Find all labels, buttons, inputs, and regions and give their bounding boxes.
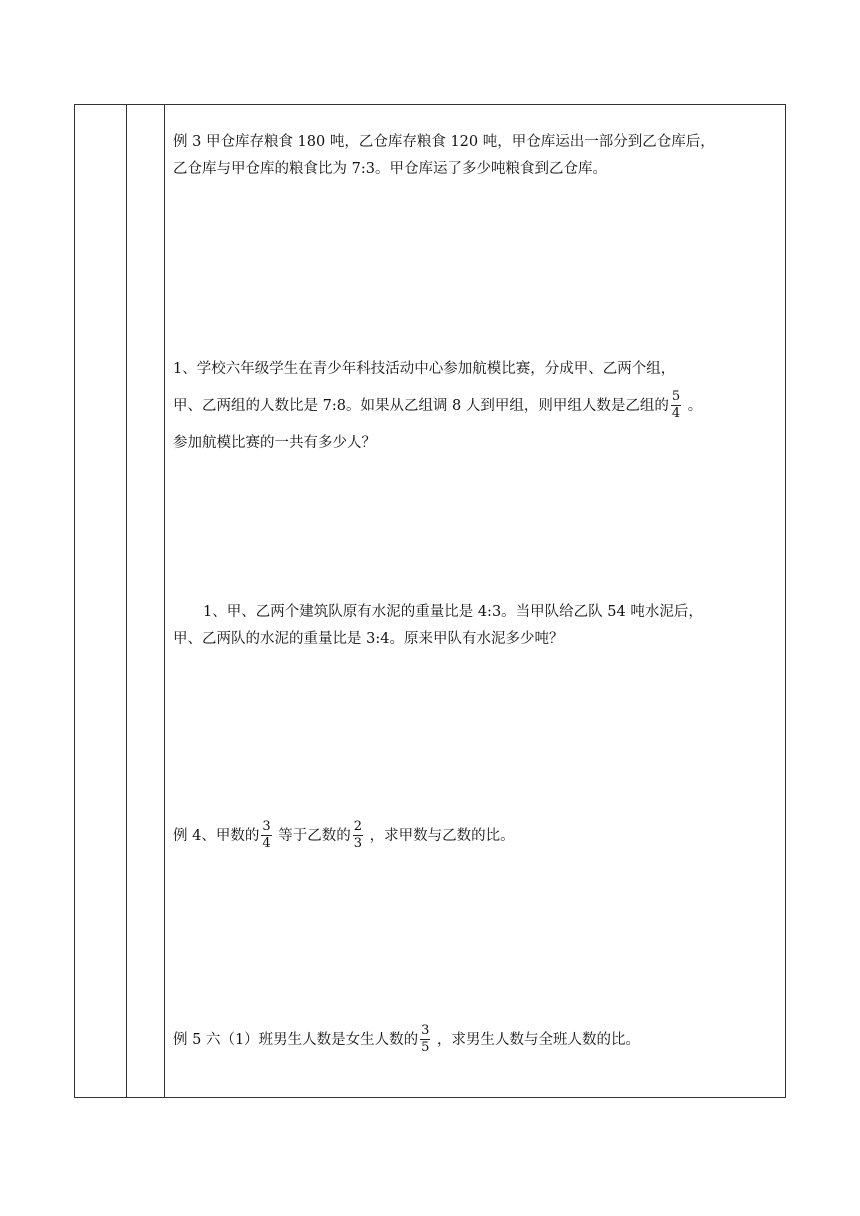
practice-2-line-2: 甲、乙两队的水泥的重量比是 3:4。原来甲队有水泥多少吨？ <box>173 631 564 647</box>
example-3 <box>173 129 779 183</box>
fraction-numerator: 5 <box>671 388 681 404</box>
content-cell <box>173 105 779 1097</box>
example-5-text-1: 例 5 六（1）班男生人数是女生人数的 <box>173 1032 419 1048</box>
example-4 <box>173 817 779 855</box>
example-3-line-2: 乙仓库与甲仓库的粮食比为 7:3。甲仓库运了多少吨粮食到乙仓库。 <box>173 161 607 177</box>
fraction-denominator: 5 <box>421 1039 430 1055</box>
fraction-5-4 <box>671 389 681 422</box>
practice-1-line-2-text: 甲、乙两组的人数比是 7:8。如果从乙组调 8 人到甲组，则甲组人数是乙组的 <box>173 398 669 414</box>
example-4-text-2: 等于乙数的 <box>273 828 351 844</box>
fraction-numerator: 3 <box>421 1022 430 1038</box>
practice-1-line-3: 参加航模比赛的一共有多少人？ <box>173 435 376 451</box>
practice-1 <box>173 351 779 461</box>
fraction-3-5 <box>420 1023 430 1056</box>
practice-2-line-1: 1、甲、乙两个建筑队原有水泥的重量比是 4:3。当甲队给乙队 54 吨水泥后， <box>203 604 703 620</box>
column-divider-2 <box>164 105 165 1097</box>
example-5-line <box>173 1021 779 1059</box>
fraction-denominator: 3 <box>353 835 363 851</box>
fraction-numerator: 3 <box>262 818 271 834</box>
practice-1-line-1: 1、学校六年级学生在青少年科技活动中心参加航模比赛，分成甲、乙两个组， <box>173 361 676 377</box>
example-5-text-2: ，求男生人数与全班人数的比。 <box>432 1032 641 1048</box>
example-4-text-3: ，求甲数与乙数的比。 <box>365 828 515 844</box>
practice-1-line-2 <box>173 387 779 425</box>
fraction-3-4 <box>261 819 271 852</box>
practice-1-line-2-end: 。 <box>683 398 703 414</box>
practice-2 <box>173 599 779 653</box>
fraction-denominator: 4 <box>262 835 271 851</box>
fraction-numerator: 2 <box>353 818 363 834</box>
example-4-text-1: 例 4、甲数的 <box>173 828 260 844</box>
worksheet-table <box>74 104 786 1098</box>
example-5 <box>173 1021 779 1059</box>
example-4-line <box>173 817 779 855</box>
example-3-line-1: 例 3 甲仓库存粮食 180 吨，乙仓库存粮食 120 吨，甲仓库运出一部分到乙仓库后， <box>173 134 715 150</box>
fraction-2-3 <box>353 819 363 852</box>
fraction-denominator: 4 <box>671 405 681 421</box>
column-divider-1 <box>126 105 127 1097</box>
